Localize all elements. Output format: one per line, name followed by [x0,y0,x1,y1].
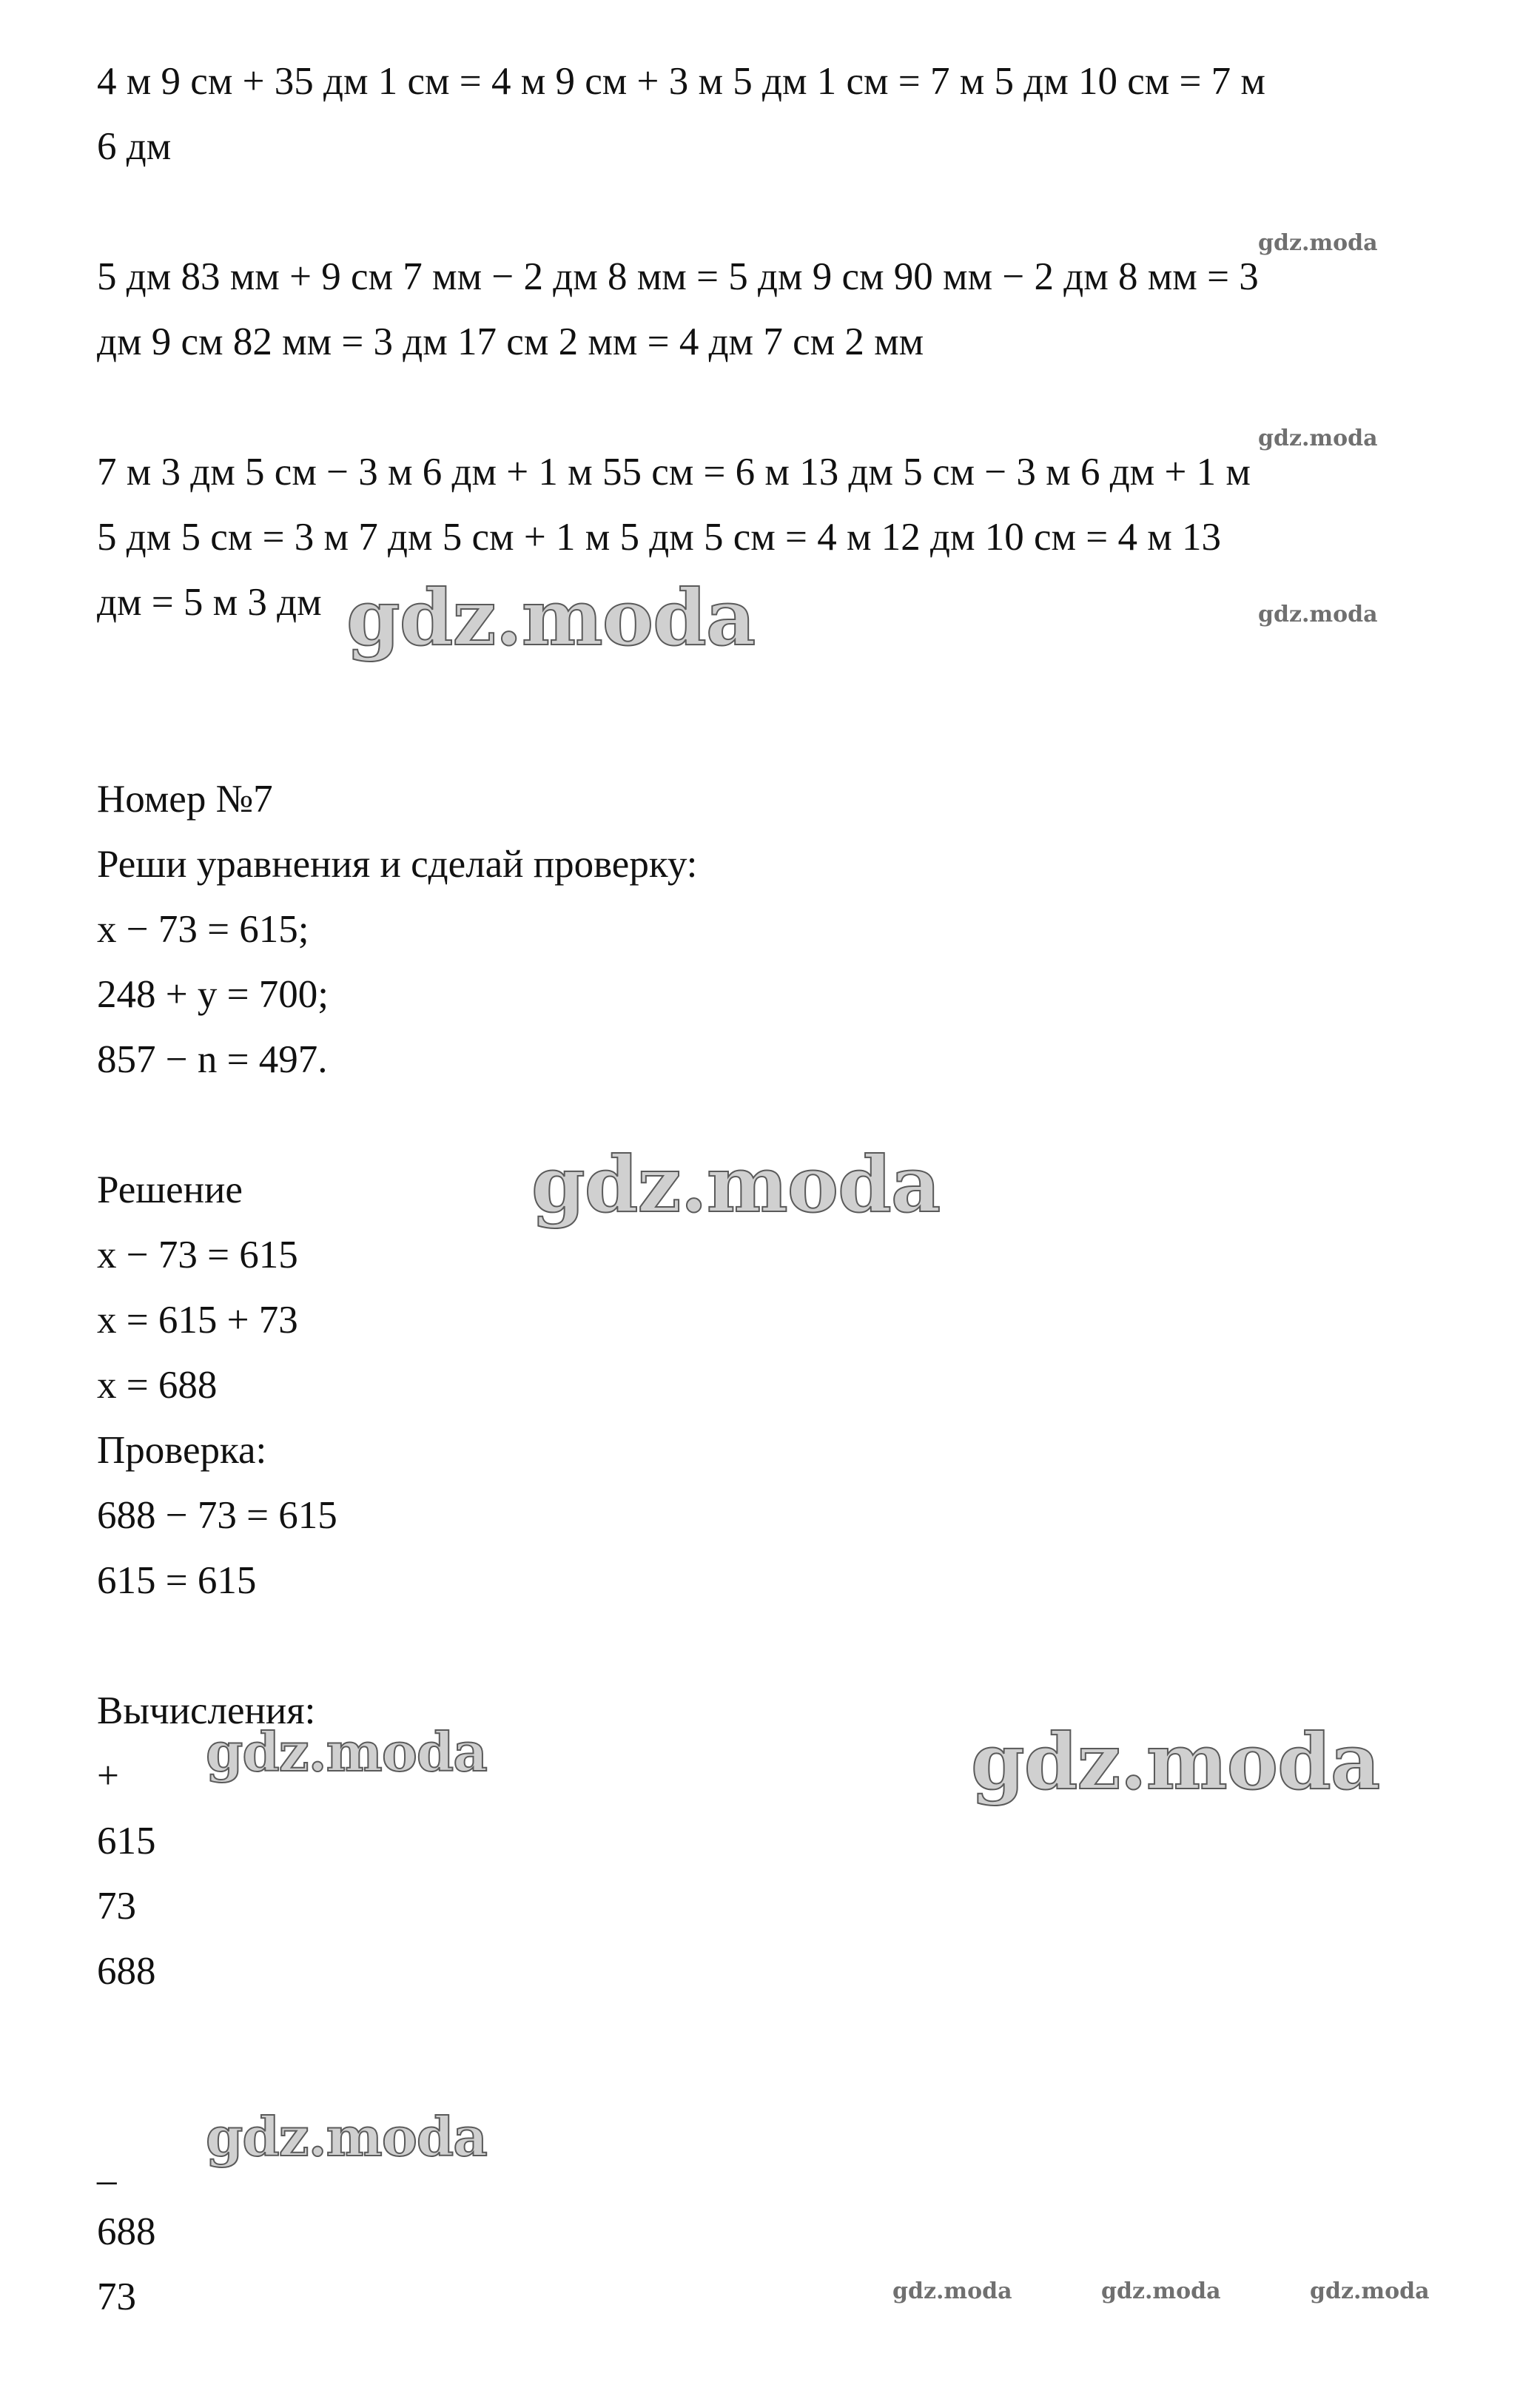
watermark-logo: gdz.moda [206,2105,487,2168]
calc-number: 688 [97,1950,156,1993]
watermark-logo: gdz.moda [1258,602,1378,627]
solution-step: x = 688 [97,1364,218,1407]
check-heading: Проверка: [97,1429,267,1472]
equation: 248 + y = 700; [97,973,329,1016]
watermark-logo: gdz.moda [531,1139,941,1230]
watermark-logo: gdz.moda [1258,230,1378,256]
calc-number: 688 [97,2210,156,2253]
calc-number: 73 [97,2275,136,2318]
watermark-logo: gdz.moda [892,2278,1012,2304]
section-title: Номер №7 [97,778,273,821]
calc-number: 73 [97,1885,136,1928]
equation: 857 − n = 497. [97,1038,328,1081]
equation: x − 73 = 615; [97,908,309,951]
watermark-logo: gdz.moda [1310,2278,1430,2304]
operator-minus: _ [97,2145,117,2188]
solution-step: x = 615 + 73 [97,1299,298,1342]
watermark-logo: gdz.moda [971,1716,1380,1807]
text-line: 7 м 3 дм 5 см − 3 м 6 дм + 1 м 55 см = 6 м 13 дм 5 см − 3 м 6 дм + 1 м [97,451,1251,494]
solution-step: x − 73 = 615 [97,1234,298,1276]
watermark-logo: gdz.moda [1258,425,1378,451]
watermark-logo: gdz.moda [206,1720,487,1783]
text-line: 6 дм [97,125,172,168]
text-line: 5 дм 5 см = 3 м 7 дм 5 см + 1 м 5 дм 5 см = 4 м 12 дм 10 см = 4 м 13 [97,516,1221,559]
text-line: дм = 5 м 3 дм [97,581,322,624]
check-step: 615 = 615 [97,1559,257,1602]
task-text: Реши уравнения и сделай проверку: [97,843,698,886]
text-line: 4 м 9 см + 35 дм 1 см = 4 м 9 см + 3 м 5 дм 1 см = 7 м 5 дм 10 см = 7 м [97,60,1265,103]
watermark-logo: gdz.moda [1101,2278,1221,2304]
calc-number: 615 [97,1820,156,1863]
operator-plus: + [97,1754,119,1797]
text-line: дм 9 см 82 мм = 3 дм 17 см 2 мм = 4 дм 7 см 2 мм [97,320,924,363]
watermark-logo: gdz.moda [346,572,756,663]
solution-heading: Решение [97,1168,243,1211]
text-line: 5 дм 83 мм + 9 см 7 мм − 2 дм 8 мм = 5 дм 9 см 90 мм − 2 дм 8 мм = 3 [97,255,1259,298]
calculations-heading: Вычисления: [97,1689,316,1732]
check-step: 688 − 73 = 615 [97,1494,337,1537]
